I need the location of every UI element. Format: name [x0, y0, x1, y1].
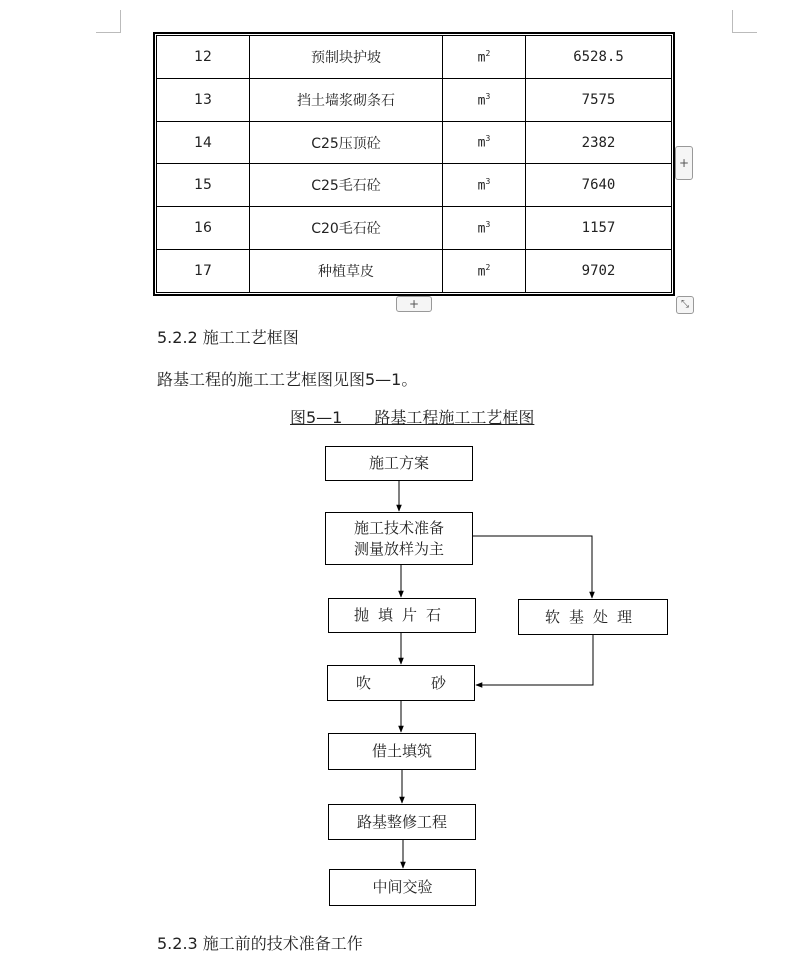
item-name: 预制块护坡	[250, 36, 443, 79]
flow-box-fill: 借土填筑	[328, 733, 476, 770]
quantity: 2382	[526, 121, 672, 164]
unit-exponent: 2	[485, 262, 491, 272]
flow-box-sand-left: 吹	[356, 673, 372, 692]
row-number: 15	[157, 164, 250, 207]
row-number: 13	[157, 78, 250, 121]
unit-base: m	[477, 178, 486, 194]
table-resize-handle-icon[interactable]: ⤡	[676, 296, 694, 314]
flow-box-sand	[327, 665, 475, 701]
arrow-prep-to-soft	[473, 536, 592, 598]
quantity: 7575	[526, 78, 672, 121]
quantity: 1157	[526, 207, 672, 250]
item-name: 种植草皮	[250, 250, 443, 293]
quantity: 7640	[526, 164, 672, 207]
next-section-heading: 5.2.3 施工前的技术准备工作	[157, 934, 363, 953]
quantity: 6528.5	[526, 36, 672, 79]
item-name: 挡土墙浆砌条石	[250, 78, 443, 121]
row-number: 12	[157, 36, 250, 79]
flow-box-prep-line2: 测量放样为主	[353, 539, 444, 558]
unit-base: m	[477, 92, 486, 108]
flow-box-prep	[325, 512, 473, 565]
row-number: 17	[157, 250, 250, 293]
flow-box-finish: 路基整修工程	[328, 804, 476, 840]
item-name: C20毛石砼	[250, 207, 443, 250]
flow-box-soft-foundation: 软基处理	[518, 599, 668, 635]
unit-base: m	[477, 135, 486, 151]
item-name: C25毛石砼	[250, 164, 443, 207]
add-column-button[interactable]: +	[675, 146, 693, 180]
flow-box-accept: 中间交验	[329, 869, 476, 906]
unit-base: m	[477, 221, 486, 237]
quantity: 9702	[526, 250, 672, 293]
unit-exponent: 2	[485, 48, 491, 58]
unit-base: m	[477, 50, 486, 66]
arrow-soft-to-sand	[476, 635, 593, 685]
unit-exponent: 3	[485, 134, 491, 144]
flow-box-sand-right: 砂	[430, 673, 446, 692]
flow-box-prep-line1: 施工技术准备	[353, 518, 444, 537]
row-number: 16	[157, 207, 250, 250]
unit-exponent: 3	[485, 177, 491, 187]
unit-exponent: 3	[485, 91, 491, 101]
flow-box-plan: 施工方案	[325, 446, 473, 481]
item-name: C25压顶砼	[250, 121, 443, 164]
unit-exponent: 3	[485, 220, 491, 230]
add-row-button[interactable]: +	[396, 296, 432, 312]
row-number: 14	[157, 121, 250, 164]
unit-base: m	[477, 264, 486, 280]
section-heading: 5.2.2 施工工艺框图	[157, 328, 299, 347]
figure-caption: 图5—1 路基工程施工工艺框图	[290, 408, 535, 427]
flow-box-riprap: 抛填片石	[328, 598, 476, 633]
intro-paragraph: 路基工程的施工工艺框图见图5—1。	[157, 370, 418, 389]
